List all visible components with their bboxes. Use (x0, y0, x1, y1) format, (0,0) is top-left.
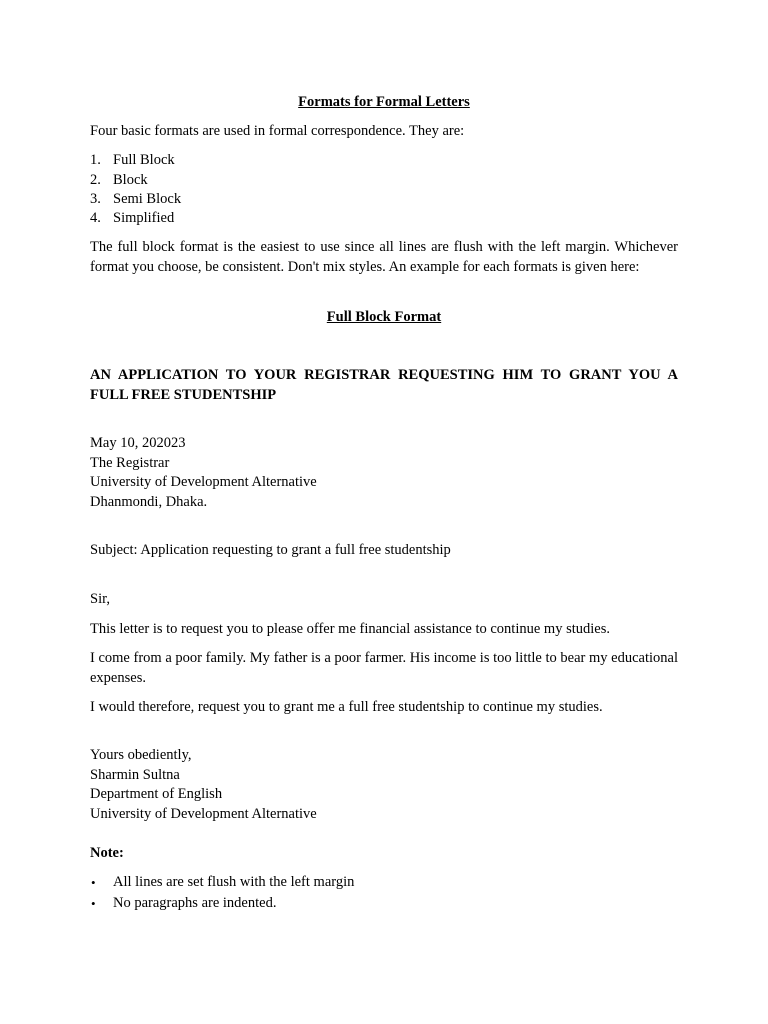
description-paragraph: The full block format is the easiest to use since all lines are flush with the left margin. Whichever format you choose, be consistent. Don't mix styles. An example for each formats is given here: (90, 239, 678, 275)
sender-department: Department of English (90, 786, 223, 802)
letter-subject: Subject: Application requesting to grant a full free studentship (90, 542, 451, 558)
bullet-icon: • (91, 896, 96, 911)
letter-salutation: Sir, (90, 591, 110, 607)
document-title: Formats for Formal Letters (298, 94, 470, 110)
list-item-label: Simplified (113, 210, 175, 226)
note-text: No paragraphs are indented. (113, 895, 277, 911)
letter-paragraph-3: I would therefore, request you to grant me a full free studentship to continue my studies. (90, 699, 603, 715)
letter-paragraph-1: This letter is to request you to please offer me financial assistance to continue my studies. (90, 621, 610, 637)
list-item-label: Semi Block (113, 191, 182, 207)
list-item-number: 3. (90, 191, 101, 207)
letter-closing: Yours obediently, (90, 747, 192, 763)
sender-org: University of Development Alternative (90, 806, 317, 822)
section-title: Full Block Format (326, 309, 442, 325)
letter-heading: AN APPLICATION TO YOUR REGISTRAR REQUESTING HIM TO GRANT YOU A FULL FREE STUDENTSHIP (90, 367, 678, 403)
note-text: All lines are set flush with the left margin (113, 874, 355, 890)
note-label: Note: (90, 845, 124, 861)
list-item-label: Full Block (113, 152, 175, 168)
list-item-number: 2. (90, 172, 101, 188)
letter-date: May 10, 202023 (90, 435, 186, 451)
list-item-label: Block (113, 172, 148, 188)
bullet-icon: • (91, 875, 96, 890)
letter-paragraph-2: I come from a poor family. My father is a poor farmer. His income is too little to bear my educational expenses. (90, 650, 678, 686)
sender-name: Sharmin Sultna (90, 767, 180, 783)
list-item-number: 4. (90, 210, 101, 226)
recipient-address: Dhanmondi, Dhaka. (90, 494, 208, 510)
recipient-title: The Registrar (90, 455, 170, 471)
recipient-org: University of Development Alternative (90, 474, 317, 490)
list-item-number: 1. (90, 152, 101, 168)
intro-text: Four basic formats are used in formal correspondence. They are: (90, 123, 465, 139)
